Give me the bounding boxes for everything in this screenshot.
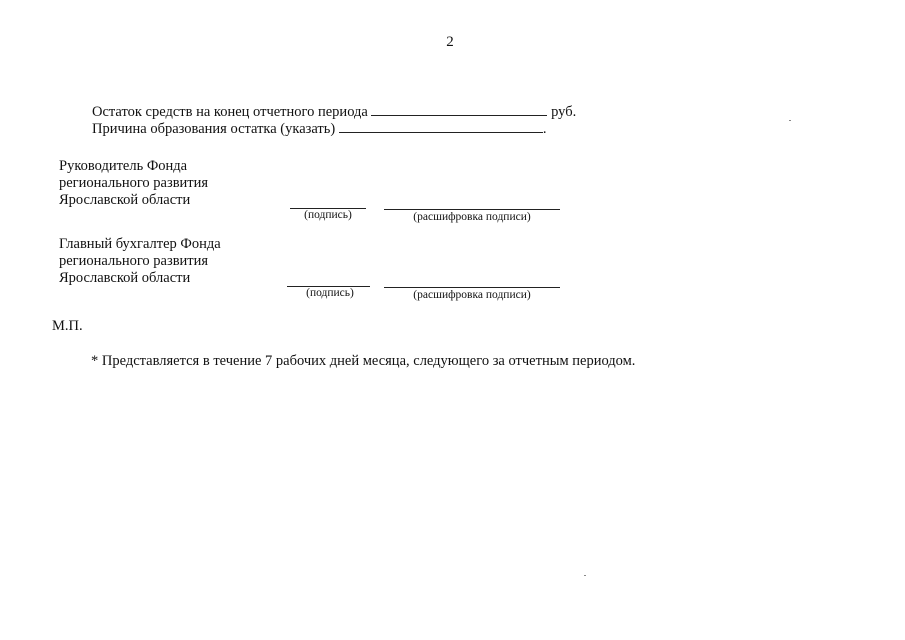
director-decoding-caption: (расшифровка подписи) — [413, 211, 531, 223]
page-number: 2 — [446, 34, 454, 50]
director-signature-caption: (подпись) — [304, 209, 352, 221]
accountant-title-line3: Ярославской области — [59, 270, 191, 286]
accountant-title-line2: регионального развития — [59, 253, 209, 269]
stamp-place-label: М.П. — [52, 318, 83, 334]
balance-currency: руб. — [551, 104, 577, 120]
accountant-title-line1: Главный бухгалтер Фонда — [59, 236, 221, 252]
footnote: * Представляется в течение 7 рабочих дней месяца, следующего за отчетным периодом. — [91, 353, 636, 369]
director-title-line2: регионального развития — [59, 175, 209, 191]
accountant-decoding-line[interactable] — [384, 287, 560, 288]
scan-speck — [789, 120, 791, 121]
accountant-signature-caption: (подпись) — [306, 287, 354, 299]
reason-row — [92, 118, 546, 138]
director-title — [59, 158, 208, 209]
director-title-line1: Руководитель Фонда — [59, 158, 188, 174]
accountant-title — [59, 236, 221, 287]
balance-label: Остаток средств на конец отчетного периода — [92, 104, 368, 120]
reason-period: . — [542, 121, 547, 137]
accountant-decoding-caption: (расшифровка подписи) — [413, 289, 531, 301]
director-decoding-line[interactable] — [384, 209, 560, 210]
balance-amount-field[interactable] — [371, 101, 547, 116]
reason-field[interactable] — [339, 118, 543, 133]
reason-label: Причина образования остатка (указать) — [92, 121, 336, 137]
scan-speck — [584, 575, 586, 576]
director-title-line3: Ярославской области — [59, 192, 191, 208]
